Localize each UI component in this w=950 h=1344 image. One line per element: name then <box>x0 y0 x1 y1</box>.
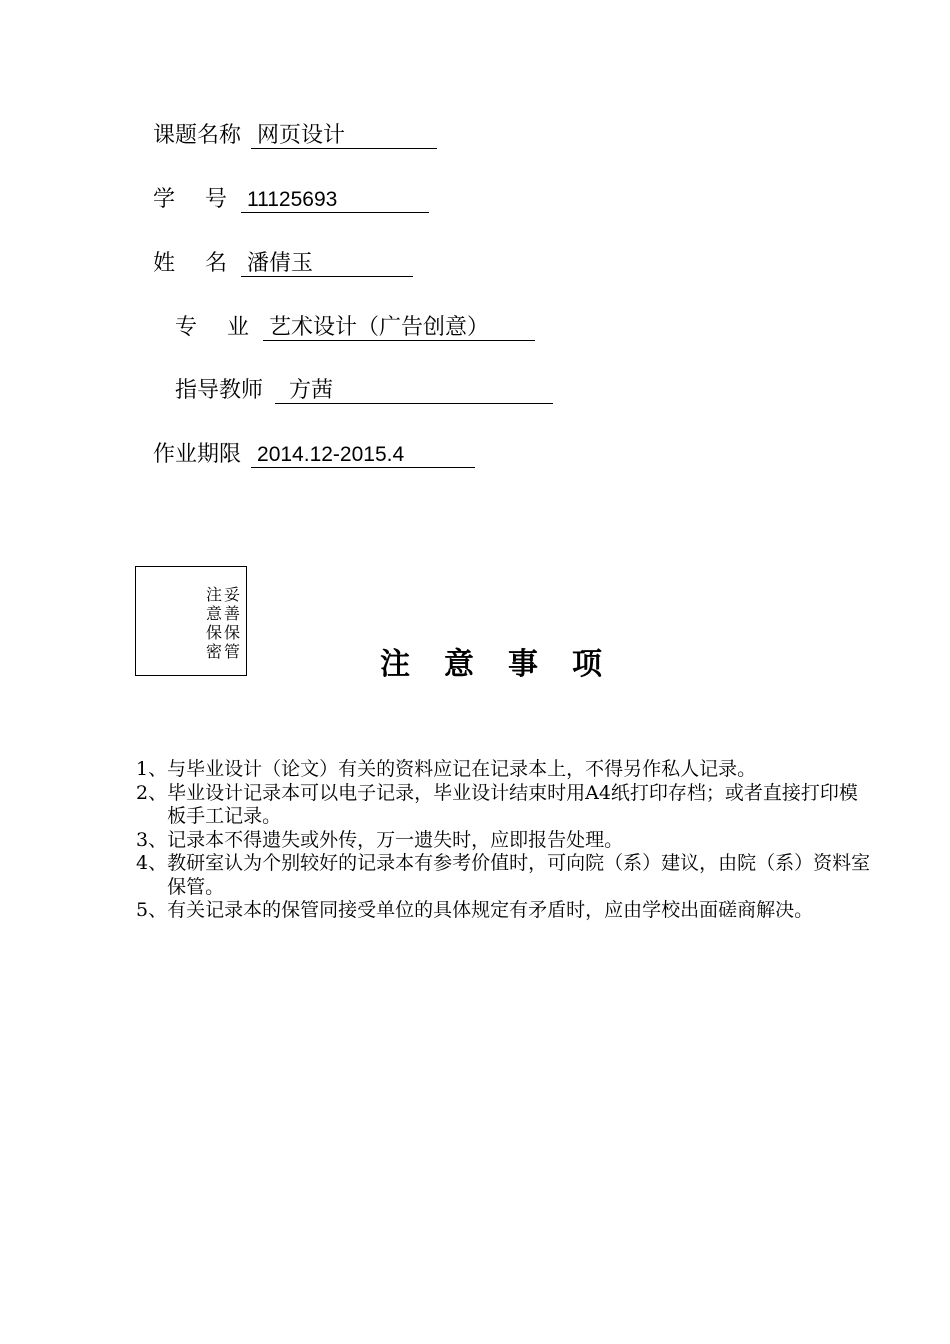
notice-title-char: 事 <box>508 647 538 682</box>
notice-item <box>136 852 876 899</box>
seal-char: 保 <box>205 623 222 642</box>
notice-list <box>136 758 876 923</box>
notice-item-text: 毕业设计记录本可以电子记录，毕业设计结束时用A4纸打印存档；或者直接打印模板手工记录。 <box>167 781 858 827</box>
notice-item-number: 4、 <box>136 852 168 874</box>
notice-item-text: 与毕业设计（论文）有关的资料应记在记录本上，不得另作私人记录。 <box>167 758 757 780</box>
seal-char: 注 <box>205 585 222 604</box>
notice-item <box>136 758 876 782</box>
field-major <box>175 314 535 342</box>
seal-column-keep-safe <box>224 585 240 661</box>
seal-char: 保 <box>223 623 240 642</box>
notice-item-number: 3、 <box>136 828 168 851</box>
field-advisor-value: 方茜 <box>275 379 553 404</box>
field-student-id <box>153 186 429 214</box>
notice-item-number: 5、 <box>136 899 168 921</box>
confidential-seal-box <box>135 566 247 676</box>
field-major-value: 艺术设计（广告创意） <box>263 316 535 341</box>
seal-char: 意 <box>205 604 222 623</box>
field-period-value: 2014.12-2015.4 <box>251 443 475 468</box>
field-name-value: 潘倩玉 <box>241 252 413 277</box>
notice-title-char: 项 <box>572 647 602 682</box>
field-topic-label: 课题名称 <box>153 123 242 148</box>
field-advisor <box>175 377 553 405</box>
notice-item <box>136 829 876 853</box>
field-student-id-value: 11125693 <box>241 188 429 213</box>
seal-char: 妥 <box>223 585 240 604</box>
field-student-id-label: 学 号 <box>153 187 232 212</box>
notice-item-text: 有关记录本的保管同接受单位的具体规定有矛盾时，应由学校出面磋商解决。 <box>167 899 814 921</box>
field-topic <box>153 122 437 150</box>
field-period <box>153 441 475 469</box>
seal-char: 善 <box>223 604 240 623</box>
notice-item-text: 教研室认为个别较好的记录本有参考价值时，可向院（系）建议，由院（系）资料室保管。 <box>167 852 871 898</box>
field-advisor-label: 指导教师 <box>175 378 264 403</box>
notice-item-number: 2、 <box>136 781 168 804</box>
seal-char: 密 <box>205 642 222 661</box>
notice-item-number: 1、 <box>136 758 168 780</box>
notice-item <box>136 899 876 923</box>
field-name <box>153 250 413 278</box>
field-name-label: 姓 名 <box>153 251 232 276</box>
seal-column-confidential <box>206 585 222 661</box>
field-topic-value: 网页设计 <box>251 124 437 149</box>
seal-char: 管 <box>223 642 240 661</box>
notice-title-char: 注 <box>380 647 410 682</box>
notice-item <box>136 782 876 829</box>
notice-title <box>380 646 602 684</box>
notice-title-char: 意 <box>444 647 474 682</box>
field-major-label: 专 业 <box>175 315 254 340</box>
notice-item-text: 记录本不得遗失或外传，万一遗失时，应即报告处理。 <box>167 828 624 851</box>
field-period-label: 作业期限 <box>153 442 242 467</box>
